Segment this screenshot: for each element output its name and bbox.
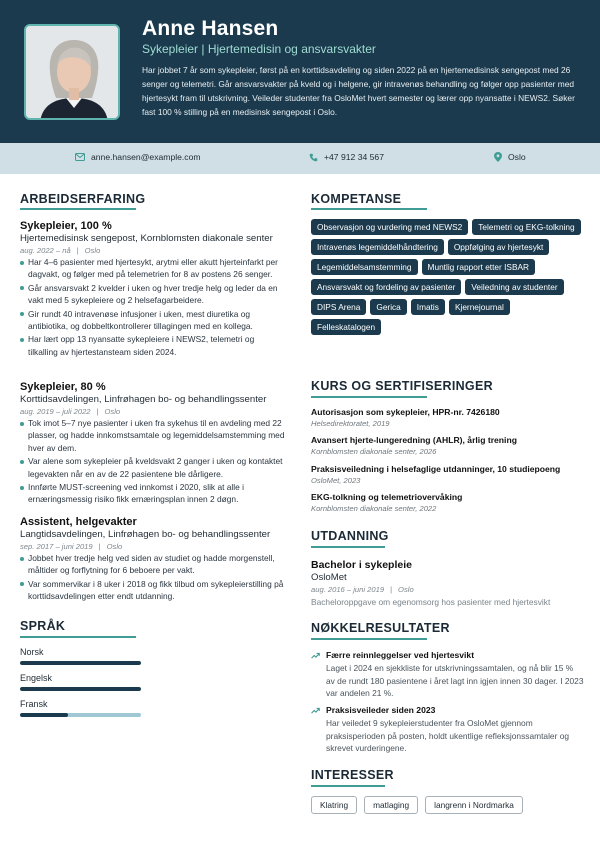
- list-item: Var sommervikar i 8 uker i 2018 og fikk tilbud om sykepleierstilling på korttidsavdelingen etter endt utdanning.: [20, 578, 286, 603]
- language-name: Engelsk: [20, 673, 53, 683]
- skill-chip: Telemetri og EKG-tolkning: [472, 219, 580, 235]
- skill-chip: Oppfølging av hjertesykt: [448, 239, 549, 255]
- skill-chip: Ansvarsvakt og fordeling av pasienter: [311, 279, 461, 295]
- list-item: Har 4–6 pasienter med hjertesykt, arytmi eller akutt hjerteinfarkt per dagvakt, og følger med på telemetrien for 8 av postens 26 senger.: [20, 256, 286, 281]
- job-bullets: [20, 417, 286, 507]
- experience-heading: ARBEIDSERFARING: [20, 192, 146, 206]
- skill-chip: Kjernejournal: [449, 299, 510, 315]
- language-name: Fransk: [20, 699, 48, 709]
- education-place: Oslo: [398, 585, 414, 594]
- email-text: anne.hansen@example.com: [91, 152, 201, 162]
- skill-chip: Veiledning av studenter: [465, 279, 563, 295]
- course-title: EKG-tolkning og telemetriovervåking: [311, 492, 463, 502]
- result-item: [311, 705, 586, 755]
- phone-icon: [309, 153, 318, 162]
- interest-tag: langrenn i Nordmarka: [425, 796, 523, 814]
- job-meta: sep. 2017 – juni 2019 | Oslo: [20, 542, 123, 551]
- education-dates: aug. 2016 – juni 2019: [311, 585, 385, 594]
- result-heading: [311, 650, 586, 660]
- result-item: [311, 650, 586, 700]
- list-item: Gir rundt 40 intravenøse infusjoner i uken, mest diuretika og antibiotika, og dobbeltkontrollerer tillagingen med en kollega.: [20, 308, 286, 333]
- skill-chip: Gerica: [370, 299, 406, 315]
- list-item: Var alene som sykepleier på kveldsvakt 2 ganger i uken og kontaktet legevakten når en av de 22 pasientene ble dårligere.: [20, 455, 286, 480]
- contact-bar: [0, 143, 600, 174]
- interests-heading: INTERESSER: [311, 768, 394, 782]
- course-title: Praksisveiledning i helsefaglige utdanninger, 10 studiepoeng: [311, 464, 561, 474]
- experience-heading-underline: [20, 208, 136, 210]
- job-meta: aug. 2019 – juli 2022 | Oslo: [20, 407, 121, 416]
- skill-chip: Intravenøs legemiddelhåndtering: [311, 239, 444, 255]
- contact-phone[interactable]: [309, 152, 384, 162]
- education-heading-underline: [311, 546, 385, 548]
- skill-chip: DIPS Arena: [311, 299, 366, 315]
- languages-heading-underline: [20, 636, 136, 638]
- result-title: Praksisveileder siden 2023: [326, 705, 436, 715]
- phone-text: +47 912 34 567: [324, 152, 384, 162]
- course-item: [311, 492, 586, 513]
- education-meta: aug. 2016 – juni 2019 | Oslo: [311, 585, 414, 594]
- list-item: Har lært opp 13 nyansatte sykepleiere i NEWS2, telemetri og tilkalling av hjertestansteam siden 2024.: [20, 333, 286, 358]
- resume-header: [0, 0, 600, 143]
- skill-chip: Imatis: [411, 299, 445, 315]
- language-level-bar: [20, 687, 141, 691]
- course-item: [311, 464, 586, 485]
- course-issuer: Kornblomsten diakonale senter, 2026: [311, 447, 437, 456]
- job-place: Oslo: [106, 542, 123, 551]
- skill-chip: Muntlig rapport etter ISBAR: [422, 259, 535, 275]
- skills-heading-underline: [311, 208, 427, 210]
- result-title: Færre reinnleggelser ved hjertesvikt: [326, 650, 475, 660]
- job-bullets: [20, 552, 286, 604]
- language-level-bar: [20, 661, 141, 665]
- course-issuer: OsloMet, 2023: [311, 476, 361, 485]
- language-level-fill: [20, 687, 141, 691]
- result-text: Laget i 2024 en sjekkliste for utskrivningssamtalen, og nå blir 15 % av de rundt 180 pasientene i året lagt inn igjen innen 30 dager. I 2023 var andelen 21 %.: [326, 663, 584, 699]
- course-item: [311, 435, 586, 456]
- job-title: Sykepleier, 100 %: [20, 220, 112, 232]
- job-place: Oslo: [104, 407, 121, 416]
- job-title: Sykepleier, 80 %: [20, 381, 106, 393]
- skill-chip: Felleskatalogen: [311, 319, 381, 335]
- language-level-fill: [20, 713, 68, 717]
- education-degree: Bachelor i sykepleie: [311, 559, 412, 571]
- job-bullets: [20, 256, 286, 359]
- job-title: Assistent, helgevakter: [20, 516, 137, 528]
- skill-chip: Legemiddelsamstemming: [311, 259, 418, 275]
- job-dates: aug. 2019 – juli 2022: [20, 407, 91, 416]
- job-meta: aug. 2022 – nå | Oslo: [20, 246, 101, 255]
- job-organization: Korttidsavdelingen, Linfrøhagen bo- og behandlingssenter: [20, 394, 267, 405]
- profile-summary: Har jobbet 7 år som sykepleier, først på en korttidsavdeling og siden 2022 på en hjertemedisinsk sengepost med 26 senger og telemetri. Går ansvarsvakter på kveld og i helgene, gir intravenøs behandling og følger opp pasienter med hjertesykt fram til utskrivning. Veileder studenter fra OsloMet hvert semester og lærer opp nyansatte i NEWS2. Søker fast 100 % stilling på en medisinsk sengepost i Oslo.: [142, 65, 575, 117]
- education-description: Bacheloroppgave om egenomsorg hos pasienter med hjertesvikt: [311, 597, 551, 607]
- contact-location: [494, 152, 526, 162]
- results-heading: NØKKELRESULTATER: [311, 621, 450, 635]
- candidate-name: Anne Hansen: [142, 17, 279, 40]
- course-title: Avansert hjerte-lungeredning (AHLR), årlig trening: [311, 435, 517, 445]
- candidate-title: Sykepleier | Hjertemedisin og ansvarsvakter: [142, 42, 376, 56]
- interests-heading-underline: [311, 785, 385, 787]
- language-level-fill: [20, 661, 141, 665]
- courses-heading: KURS OG SERTIFISERINGER: [311, 379, 493, 393]
- results-heading-underline: [311, 638, 427, 640]
- education-school: OsloMet: [311, 572, 347, 583]
- mail-icon: [75, 153, 85, 161]
- languages-heading: SPRÅK: [20, 619, 66, 633]
- result-text: Har veiledet 9 sykepleierstudenter fra OsloMet gjennom praksisperioden på posten, holdt ukentlige refleksjonssamtaler og skrevet vurderingene.: [326, 718, 570, 754]
- job-dates: sep. 2017 – juni 2019: [20, 542, 93, 551]
- profile-photo: [24, 24, 120, 120]
- course-item: [311, 407, 586, 428]
- result-heading: [311, 705, 586, 715]
- education-heading: UTDANNING: [311, 529, 389, 543]
- job-organization: Langtidsavdelingen, Linfrøhagen bo- og behandlingssenter: [20, 529, 271, 540]
- course-issuer: Kornblomsten diakonale senter, 2022: [311, 504, 437, 513]
- interest-tag: Klatring: [311, 796, 357, 814]
- skill-chip: Observasjon og vurdering med NEWS2: [311, 219, 468, 235]
- course-title: Autorisasjon som sykepleier, HPR-nr. 7426180: [311, 407, 500, 417]
- skills-heading: KOMPETANSE: [311, 192, 402, 206]
- skills-list: [311, 219, 583, 335]
- language-level-bar: [20, 713, 141, 717]
- list-item: Jobbet hver tredje helg ved siden av studiet og hadde morgenstell, måltider og forflytning for 6 beboere per vakt.: [20, 552, 286, 577]
- courses-heading-underline: [311, 396, 427, 398]
- list-item: Går ansvarsvakt 2 kvelder i uken og hver tredje helg og leder da en vakt med 5 sykepleiere og 2 helsefagarbeidere.: [20, 282, 286, 307]
- interest-tag: matlaging: [364, 796, 418, 814]
- trend-up-icon: [311, 652, 320, 659]
- contact-email[interactable]: [75, 152, 201, 162]
- list-item: Tok imot 5–7 nye pasienter i uken fra sykehus til en avdeling med 22 plasser, og hadde innkomstsamtale og legemiddelsamstemming med hver av dem.: [20, 417, 286, 454]
- job-place: Oslo: [84, 246, 101, 255]
- job-dates: aug. 2022 – nå: [20, 246, 71, 255]
- job-organization: Hjertemedisinsk sengepost, Kornblomsten diakonale senter: [20, 233, 273, 244]
- location-text: Oslo: [508, 152, 526, 162]
- interests-list: [311, 796, 523, 814]
- trend-up-icon: [311, 707, 320, 714]
- list-item: Innførte MUST-screening ved innkomst i 2020, slik at alle i ernæringsmessig risiko fikk ernæringsplan innen 2 døgn.: [20, 481, 286, 506]
- language-name: Norsk: [20, 647, 44, 657]
- location-pin-icon: [494, 152, 502, 162]
- course-issuer: Helsedirektoratet, 2019: [311, 419, 390, 428]
- portrait-image: [26, 26, 120, 120]
